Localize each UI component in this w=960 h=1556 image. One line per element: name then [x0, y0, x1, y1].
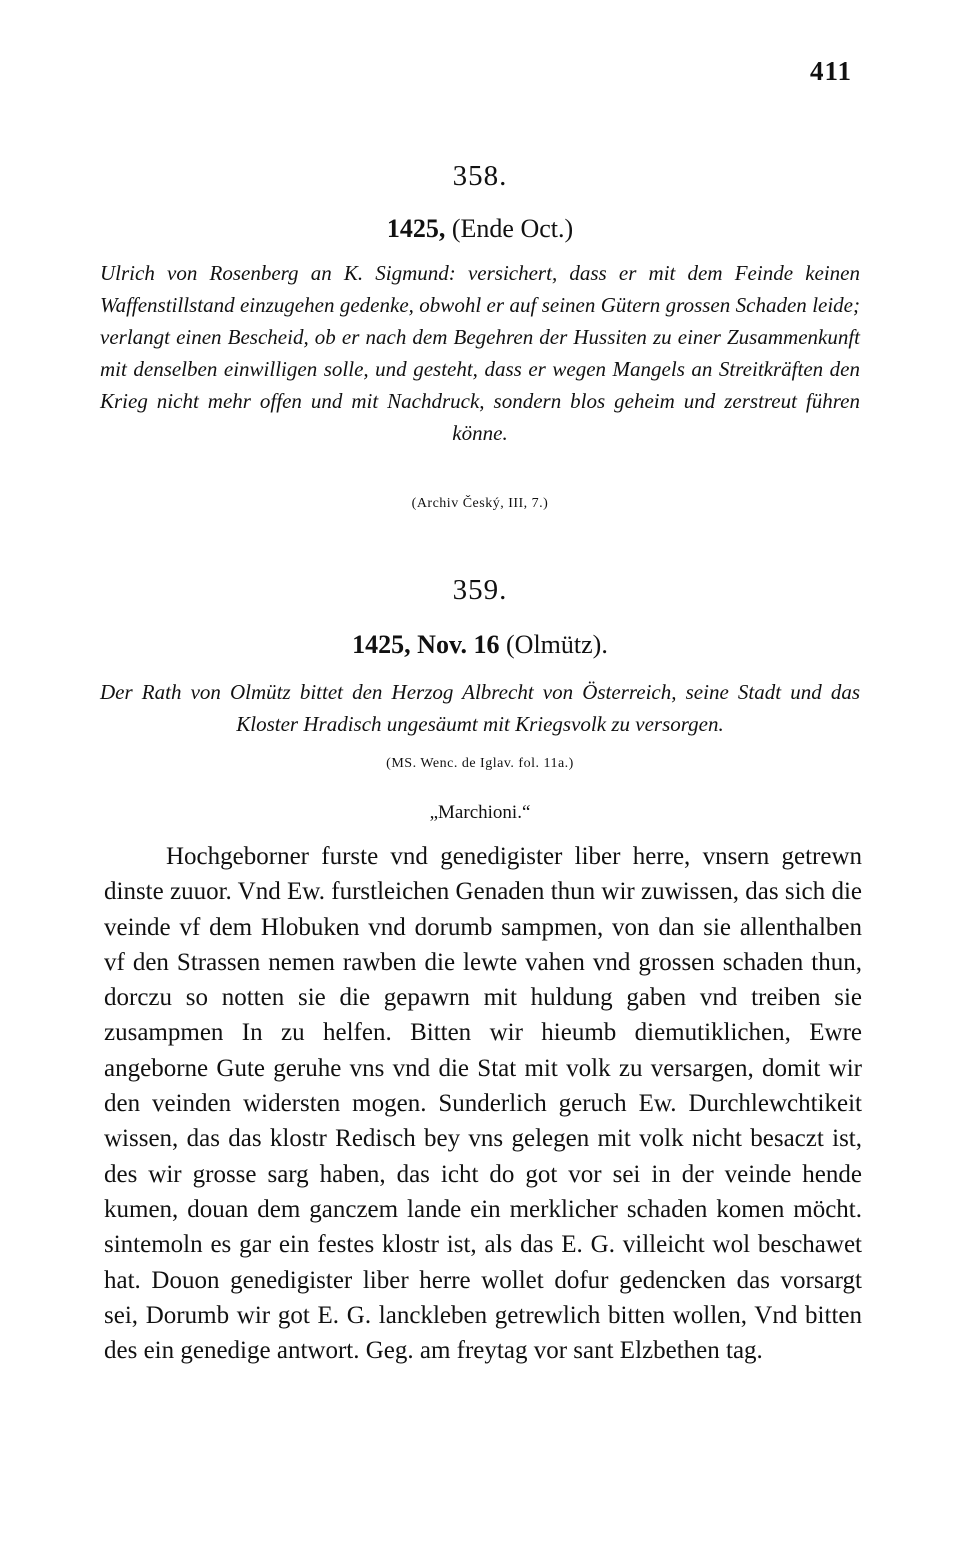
source-citation: (MS. Wenc. de Iglav. fol. 11a.) [386, 756, 574, 771]
entry-date-place: (Olmütz). [506, 630, 608, 659]
entry-date-year: 1425, [386, 214, 446, 243]
entry-date [0, 214, 960, 244]
source-citation: (Archiv Český, III, 7.) [411, 496, 549, 511]
entry-date [0, 630, 960, 660]
entry-date-place: (Ende Oct.) [451, 214, 574, 243]
entry-date-year: 1425, Nov. 16 [352, 630, 500, 659]
letter-body: Hochgeborner furste vnd genedigister liber herre, vnsern getrewn dinste zuuor. Vnd Ew. furstleichen Genaden thun wir zuwissen, das sich die veinde vf dem Hlobuken vnd dorumb sampmen, von dan sie allenthalben vf den Strassen nemen rawben die lewte vahen vnd grossen schaden thun, dorczu so notten sie die gepawrn mit huldung gaben vnd treiben sie zusampmen In zu helfen. Bitten wir hieumb diemutiklichen, Ewre angeborne Gute geruhe vns vnd die Stat mit volk zu versargen, domit wir den veinden widersten mogen. Sunderlich geruch Ew. Durchlewchtikeit wissen, das das klostr Redisch bey vns gelegen mit volk nicht besaczt ist, des wir grosse sarg haben, das icht do got vor sei in der veinde hende kumen, douan dem ganczem lande ein merklicher schaden komen möcht. sintemoln es gar ein festes klostr ist, als das E. G. villeicht wol beschawet hat. Douon genedigister liber herre wollet dofur gedencken das vorsargt sei, Dorumb wir got E. G. lanckleben getrewlich bitten wollen, Vnd bitten des ein genedige antwort. Geg. am freytag vor sant Elzbethen tag. [104, 843, 862, 1365]
entry-summary: Der Rath von Olmütz bittet den Herzog Albrecht von Österreich, seine Stadt und das Kloster Hradisch ungesäumt mit Kriegsvolk zu versorgen. [100, 680, 860, 736]
entry-number: 359. [452, 574, 508, 606]
entry-number: 358. [452, 160, 508, 192]
entry-summary: Ulrich von Rosenberg an K. Sigmund: versichert, dass er mit dem Feinde keinen Waffenstillstand einzugehen gedenke, obwohl er auf seinen Gütern grossen Schaden leide; verlangt einen Bescheid, ob er nach dem Begehren der Hussiten zu einer Zusammenkunft mit denselben einwilligen solle, und gesteht, dass er wegen Mangels an Streitkräften den Krieg nicht mehr offen und mit Nachdruck, sondern blos geheim und zerstreut führen könne. [100, 261, 860, 445]
page-number: 411 [809, 56, 852, 86]
letter-salutation: „Marchioni.“ [429, 802, 531, 823]
